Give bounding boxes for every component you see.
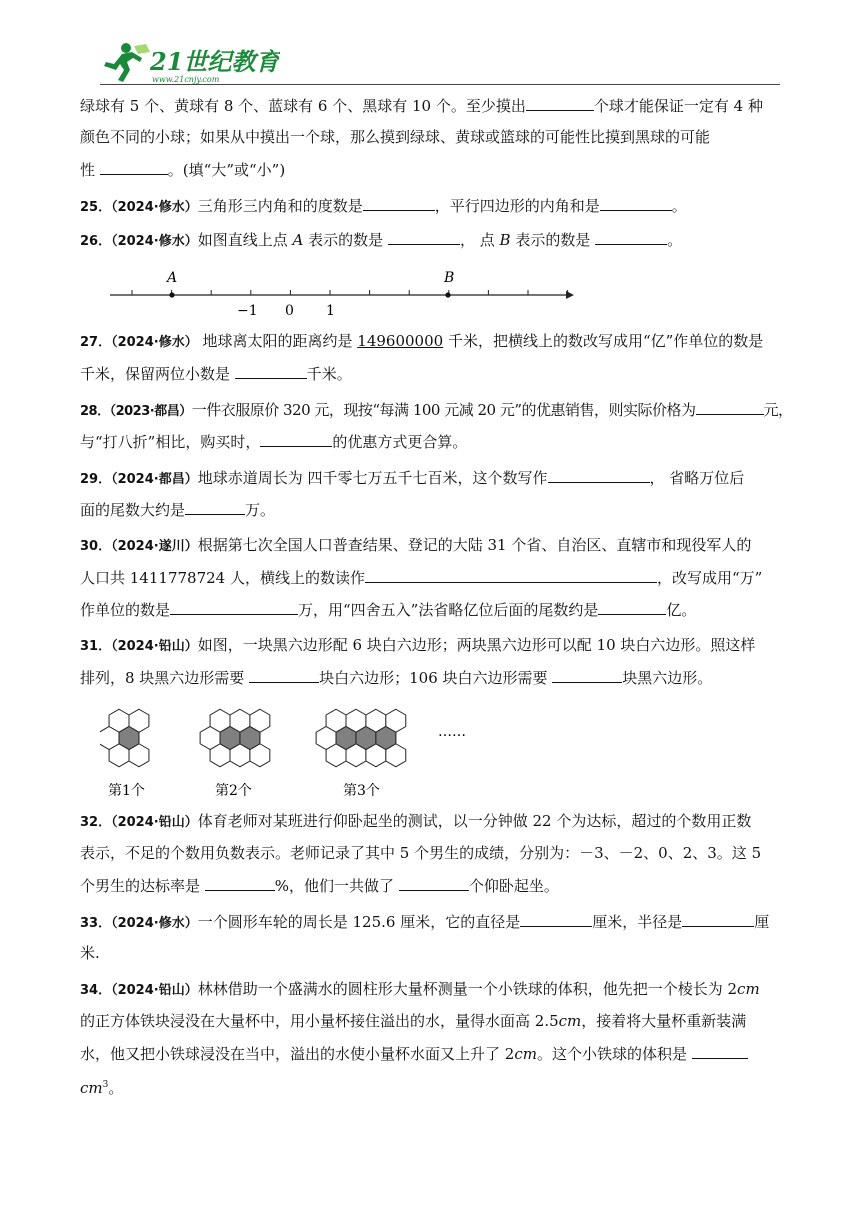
page-header [100,40,780,86]
black-hexagon [356,727,376,750]
answer-blank[interactable] [552,666,622,683]
ellipsis: …… [438,724,466,740]
answer-blank[interactable] [365,566,657,583]
tick-label-neg1: −1 [237,303,258,319]
question-34-line2: 的正方体铁块浸没在大量杯中，用小量杯接住溢出的水，量得水面高 2.5cm，接着将大量杯重新装满 [80,1012,747,1030]
hexagon-group [100,709,149,767]
question-30: 30．（2024·遂川）根据第七次全国人口普查结果、登记的大陆 31 个省、自治区、直辖市和现役军人的 [80,536,752,554]
figure-label-3: 第3个 [343,783,380,799]
answer-blank[interactable] [526,94,594,111]
question-27: 27．（2024·修水） 地球离太阳的距离约是 149600000 千米，把横线上的数改写成用“亿”作单位的数是 [80,332,764,350]
label-a: A [167,270,178,286]
answer-blank[interactable] [205,874,275,891]
q24-line2: 颜色不同的小球；如果从中摸出一个球，那么摸到绿球、黄球或篮球的可能性比摸到黑球的可能 [80,128,711,146]
label-b: B [444,270,455,286]
question-34-line4: $cm^3$。 [80,1079,124,1097]
q24-line1: 绿球有 5 个、黄球有 8 个、蓝球有 6 个、黑球有 10 个。至少摸出 个球才能保证一定有 4 种 [80,94,763,116]
number-line-figure [110,264,580,320]
answer-blank[interactable] [363,194,435,211]
question-30-line3: 作单位的数是 万，用“四舍五入”法省略亿位后面的尾数约是 亿。 [80,598,696,620]
logo [100,40,280,84]
black-hexagon [336,727,356,750]
question-34-line3: 水，他又把小铁球浸没在当中，溢出的水使小量杯水面又上升了 2cm。这个小铁球的体积是 [80,1042,748,1064]
black-hexagon [220,727,240,750]
answer-blank[interactable] [235,362,307,379]
answer-blank[interactable] [520,910,592,927]
answer-blank[interactable] [399,874,469,891]
answer-blank[interactable] [170,598,298,615]
answer-blank[interactable] [249,666,319,683]
logo-url: www.21cnjy.com [152,75,220,84]
answer-blank[interactable] [595,228,667,245]
question-29-line2: 面的尾数大约是 万。 [80,498,275,520]
hexagon-group [200,709,270,767]
answer-blank[interactable] [696,398,764,415]
question-34: 34．（2024·铅山）林林借助一个盛满水的圆柱形大量杯测量一个小铁球的体积，他先把一个棱长为 2cm [80,980,760,998]
answer-blank[interactable] [388,228,460,245]
black-hexagon [119,727,139,750]
question-33: 33．（2024·修水）一个圆形车轮的周长是 125.6 厘米，它的直径是 厘米，半径是 厘 [80,910,769,932]
white-hexagon [200,727,220,750]
question-25: 25．（2024·修水）三角形三内角和的度数是 ，平行四边形的内角和是 。 [80,194,687,216]
question-30-line2: 人口共 1411778724 人，横线上的数读作 ，改写成用“万” [80,566,762,588]
header-divider [100,84,780,85]
tick-label-1: 1 [326,303,335,319]
figure-label-1: 第1个 [108,783,145,799]
number-line-ticks [132,290,568,295]
question-31: 31．（2024·铅山）如图，一块黑六边形配 6 块白六边形；两块黑六边形可以配 10 块白六边形。照这样 [80,636,756,654]
question-28: 28．（2023·都昌）一件衣服原价 320 元，现按“每满 100 元减 20 元”的优惠销售，则实际价格为 元， [80,398,793,420]
question-32: 32．（2024·铅山）体育老师对某班进行仰卧起坐的测试，以一分钟做 22 个为达标，超过的个数用正数 [80,812,752,830]
answer-blank[interactable] [100,158,168,175]
q24-line3: 性 。(填“大”或“小”) [80,158,285,180]
question-27-line2: 千米，保留两位小数是 千米。 [80,362,352,384]
white-hexagon [316,727,336,750]
hexagon-group [316,709,406,767]
underlined-value: 149600000 [357,332,444,350]
answer-blank[interactable] [682,910,754,927]
question-29: 29．（2024·都昌）地球赤道周长为 四千零七万五千七百米，这个数写作 ， 省略万位后 [80,466,744,488]
answer-blank[interactable] [185,498,245,515]
question-31-line2: 排列，8 块黑六边形需要 块白六边形；106 块白六边形需要 块黑六边形。 [80,666,712,688]
black-hexagon [376,727,396,750]
point-b [445,292,450,297]
answer-blank[interactable] [598,598,666,615]
question-28-line2: 与“打八折”相比，购买时， 的优惠方式更合算。 [80,430,467,452]
tick-label-0: 0 [285,303,294,319]
question-26: 26．（2024·修水）如图直线上点 A 表示的数是 ， 点 B 表示的数是 。 [80,228,682,250]
runner-icon [104,43,150,82]
logo-text: 21世纪教育 [150,47,280,76]
question-33-line2: 米. [80,944,100,962]
black-hexagon [240,727,260,750]
answer-blank[interactable] [600,194,672,211]
figure-label-2: 第2个 [215,783,252,799]
answer-blank[interactable] [548,466,650,483]
answer-blank[interactable] [260,430,332,447]
point-a [169,292,174,297]
hexagon-pattern-figure [100,700,480,800]
answer-blank[interactable] [692,1042,748,1059]
question-32-line3: 个男生的达标率是 %，他们一共做了 个仰卧起坐。 [80,874,559,896]
question-32-line2: 表示，不足的个数用负数表示。老师记录了其中 5 个男生的成绩，分别为：－3、－2、0、2、3。这 5 [80,844,762,862]
